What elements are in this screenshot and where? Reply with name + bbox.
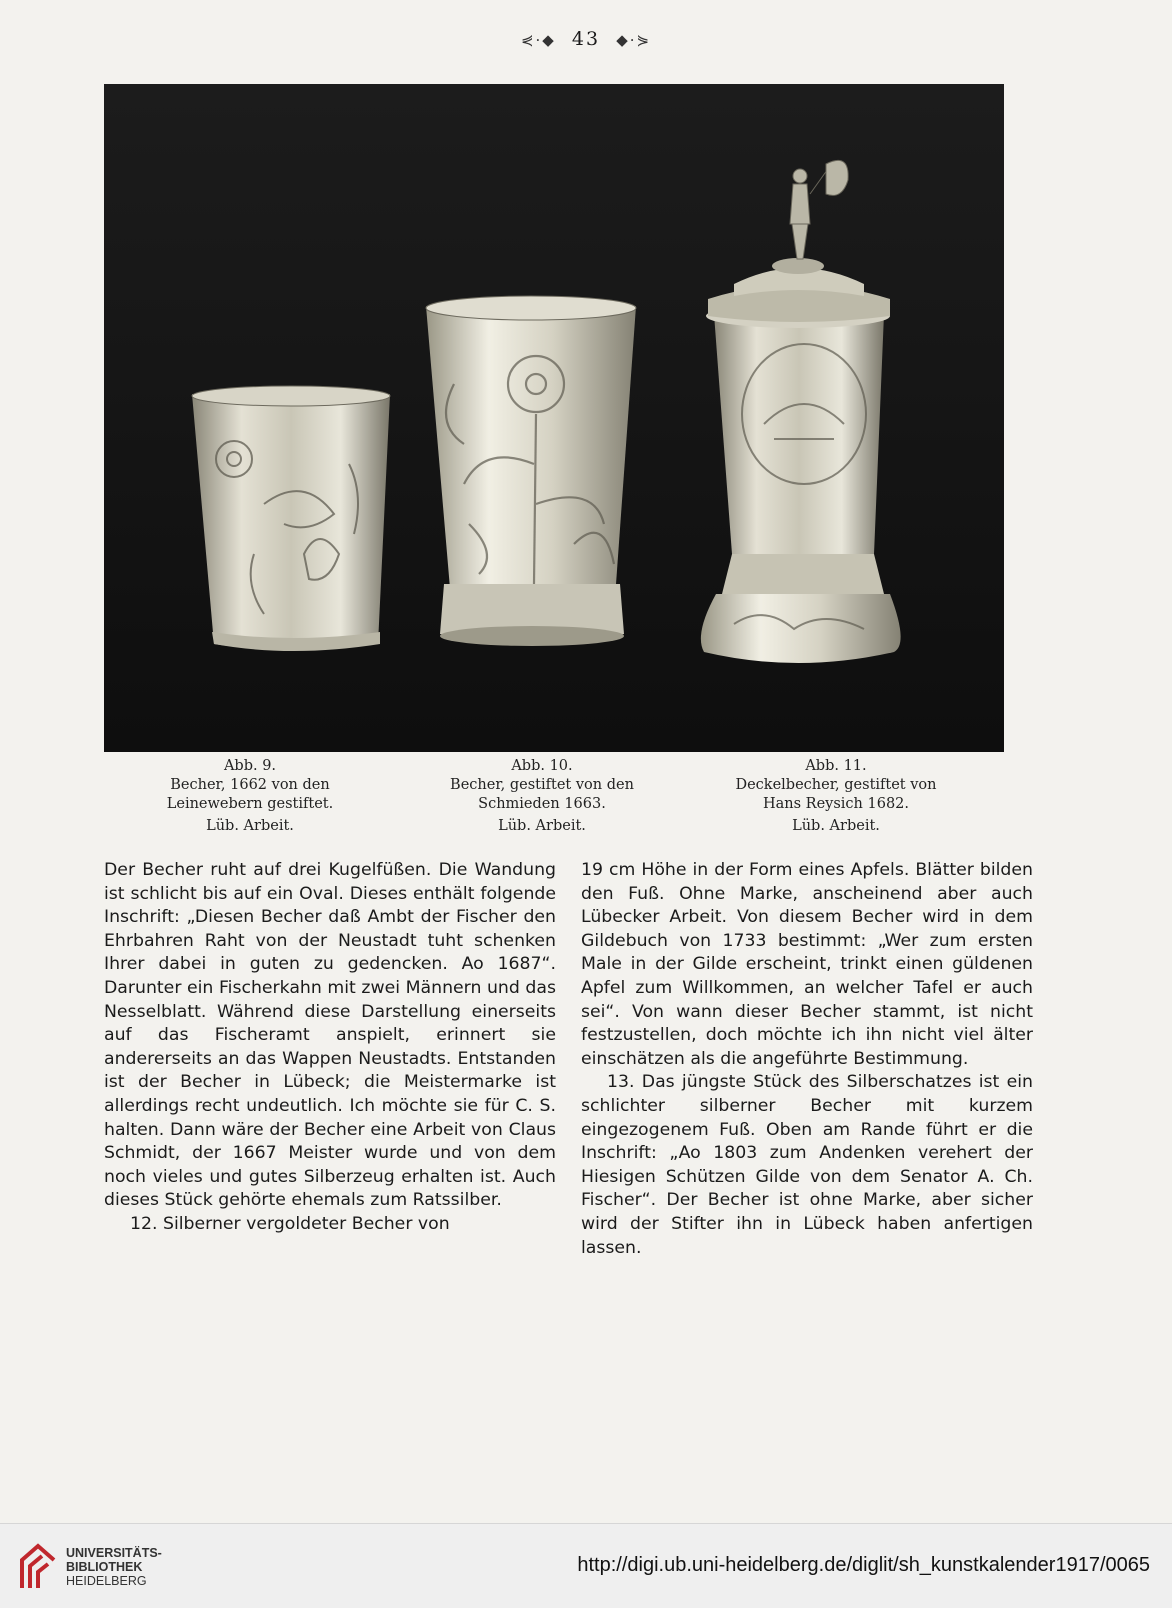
caption-work: Lüb. Arbeit. [206, 818, 294, 834]
library-name-line: HEIDELBERG [66, 1574, 147, 1588]
caption-number: Abb. 9. [223, 758, 277, 774]
library-footer [0, 1523, 1172, 1608]
heidelberg-library-logo-icon[interactable] [16, 1538, 60, 1594]
paragraph: Der Becher ruht auf drei Kugelfüßen. Die Wandung ist schlicht bis auf ein Oval. Dieses enthält folgende Inschrift: „Diesen Becher daß Ambt der Fischer den Ehrbahren Raht von der Neustadt tuht schenken Ihrer dabei in guten zu gedencken. Ao 1687“. Darunter ein Fischerkahn mit zwei Männern und das Nesselblatt. Während diese Darstellung einerseits auf das Fischeramt anspielt, erinnert sie andererseits an das Wappen Neustadts. Entstanden ist der Becher in Lübeck; die Meistermarke ist allerdings recht undeutlich. Ich möchte sie für C. S. halten. Dann wäre der Becher eine Arbeit von Claus Schmidt, der 1667 Meister wurde und von dem noch vieles und gutes Silberzeug erhalten ist. Auch dieses Stück gehörte ehemals zum Ratssilber. [104, 860, 556, 1211]
caption-line: Hans Reysich 1682. [762, 796, 910, 812]
caption-number: Abb. 10. [511, 758, 573, 774]
caption-number: Abb. 11. [805, 758, 867, 774]
caption-abb-9 [120, 757, 380, 836]
left-ornament-icon: ⋞·◆ [520, 31, 556, 49]
library-name-line: BIBLIOTHEK [66, 1560, 143, 1574]
page-number: 43 [571, 28, 601, 50]
caption-work: Lüb. Arbeit. [498, 818, 586, 834]
caption-line: Schmieden 1663. [478, 796, 606, 812]
silver-beakers-image [104, 84, 1004, 752]
right-ornament-icon: ◆·⋟ [616, 31, 652, 49]
beakers-photograph [104, 84, 1004, 752]
caption-work: Lüb. Arbeit. [792, 818, 880, 834]
library-name-line: UNIVERSITÄTS- [66, 1546, 162, 1560]
body-text-left-column [104, 859, 556, 1237]
paragraph: 13. Das jüngste Stück des Silberschatzes ist ein schlichter silberner Becher mit kurzem eingezogenem Fuß. Oben am Rande führt er die Inschrift: „Ao 1803 zum Andenken verehert der Hiesigen Schützen Gilde von dem Senator A. Ch. Fischer“. Der Becher ist ohne Marke, aber sicher wird der Stifter ihn in Lübeck haben anfertigen lassen. [581, 1072, 1033, 1258]
caption-abb-10 [412, 757, 672, 836]
caption-line: Deckelbecher, gestiftet von [735, 777, 937, 793]
body-text-right-column [581, 859, 1033, 1260]
beaker-abb-10 [426, 296, 636, 646]
library-name[interactable] [66, 1546, 162, 1588]
figure-captions [120, 757, 1000, 843]
permalink-url[interactable]: http://digi.ub.uni-heidelberg.de/diglit/sh_kunstkalender1917/0065 [577, 1554, 1150, 1576]
beaker-abb-9 [192, 386, 390, 651]
page-header [0, 28, 1172, 50]
caption-line: Becher, gestiftet von den [450, 777, 634, 793]
caption-abb-11 [706, 757, 966, 836]
caption-line: Becher, 1662 von den [170, 777, 330, 793]
paragraph: 12. Silberner vergoldeter Becher von [130, 1213, 450, 1234]
paragraph: 19 cm Höhe in der Form eines Apfels. Blätter bilden den Fuß. Ohne Marke, anscheinend aber auch Lübecker Arbeit. Von diesem Becher wird in dem Gildebuch von 1733 bestimmt: „Wer zum ersten Male in der Gilde erscheint, trinkt einen güldenen Apfel zum Willkommen, an welcher Tafel er auch sei“. Von wann dieser Becher stammt, ist nicht festzustellen, doch möchte ich ihn nicht viel älter einschätzen als die angeführte Bestimmung. [581, 860, 1033, 1069]
caption-line: Leinewebern gestiftet. [166, 796, 334, 812]
